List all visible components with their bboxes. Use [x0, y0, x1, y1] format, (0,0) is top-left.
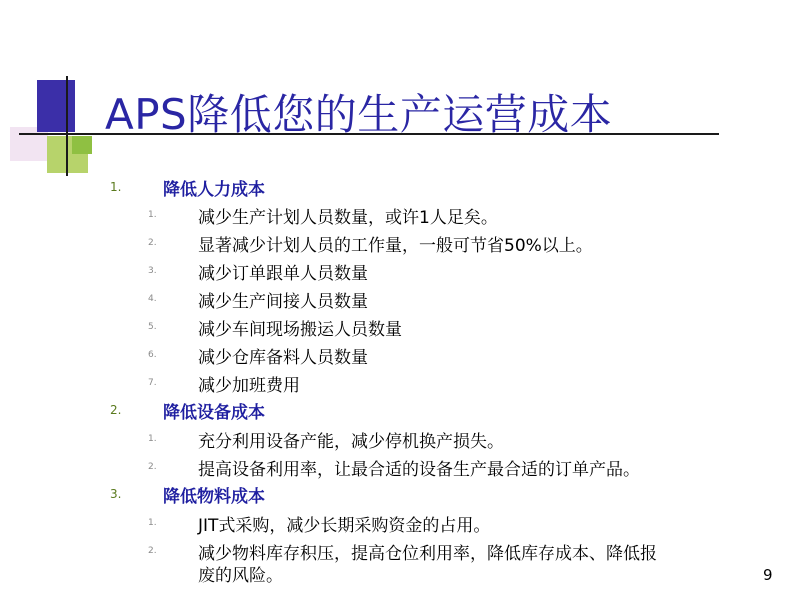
list-item-number: 2.: [148, 462, 157, 472]
list-item-number: 1.: [148, 434, 157, 444]
list-item-text: 减少物料库存积压，提高仓位利用率，降低库存成本、降低报: [198, 544, 657, 564]
page-number: 9: [763, 566, 773, 584]
list-item-number: 6.: [148, 350, 157, 360]
list-item-number: 1.: [148, 518, 157, 528]
list-item-number: 4.: [148, 294, 157, 304]
list-item-text: 减少仓库备料人员数量: [198, 348, 368, 368]
list-item-text: 减少订单跟单人员数量: [198, 264, 368, 284]
list-item-number: 1.: [148, 210, 157, 220]
list-item-text: 减少加班费用: [198, 376, 300, 396]
list-item-number: 3.: [148, 266, 157, 276]
section-heading: 降低物料成本: [163, 487, 265, 507]
section-heading: 降低人力成本: [163, 180, 265, 200]
list-item-number: 5.: [148, 322, 157, 332]
decor-vertical-line: [66, 76, 68, 176]
slide-title: APS降低您的生产运营成本: [105, 90, 613, 139]
decor-blue-square: [37, 80, 75, 132]
list-item-text: 充分利用设备产能，减少停机换产损失。: [198, 432, 504, 452]
section-heading: 降低设备成本: [163, 403, 265, 423]
list-item-number: 7.: [148, 378, 157, 388]
section-number: 1.: [110, 180, 122, 194]
list-item-text: 减少生产间接人员数量: [198, 292, 368, 312]
decor-lightgreen-square: [72, 136, 92, 154]
list-item-number: 2.: [148, 546, 157, 556]
list-item-number: 2.: [148, 238, 157, 248]
list-item-text-continuation: 废的风险。: [198, 566, 283, 586]
list-item-text: 减少生产计划人员数量，或许1人足矣。: [198, 208, 498, 228]
section-number: 3.: [110, 487, 122, 501]
list-item-text: JIT式采购，减少长期采购资金的占用。: [198, 516, 491, 536]
list-item-text: 提高设备利用率，让最合适的设备生产最合适的订单产品。: [198, 460, 640, 480]
list-item-text: 减少车间现场搬运人员数量: [198, 320, 402, 340]
list-item-text: 显著减少计划人员的工作量，一般可节省50%以上。: [198, 236, 593, 256]
section-number: 2.: [110, 403, 122, 417]
